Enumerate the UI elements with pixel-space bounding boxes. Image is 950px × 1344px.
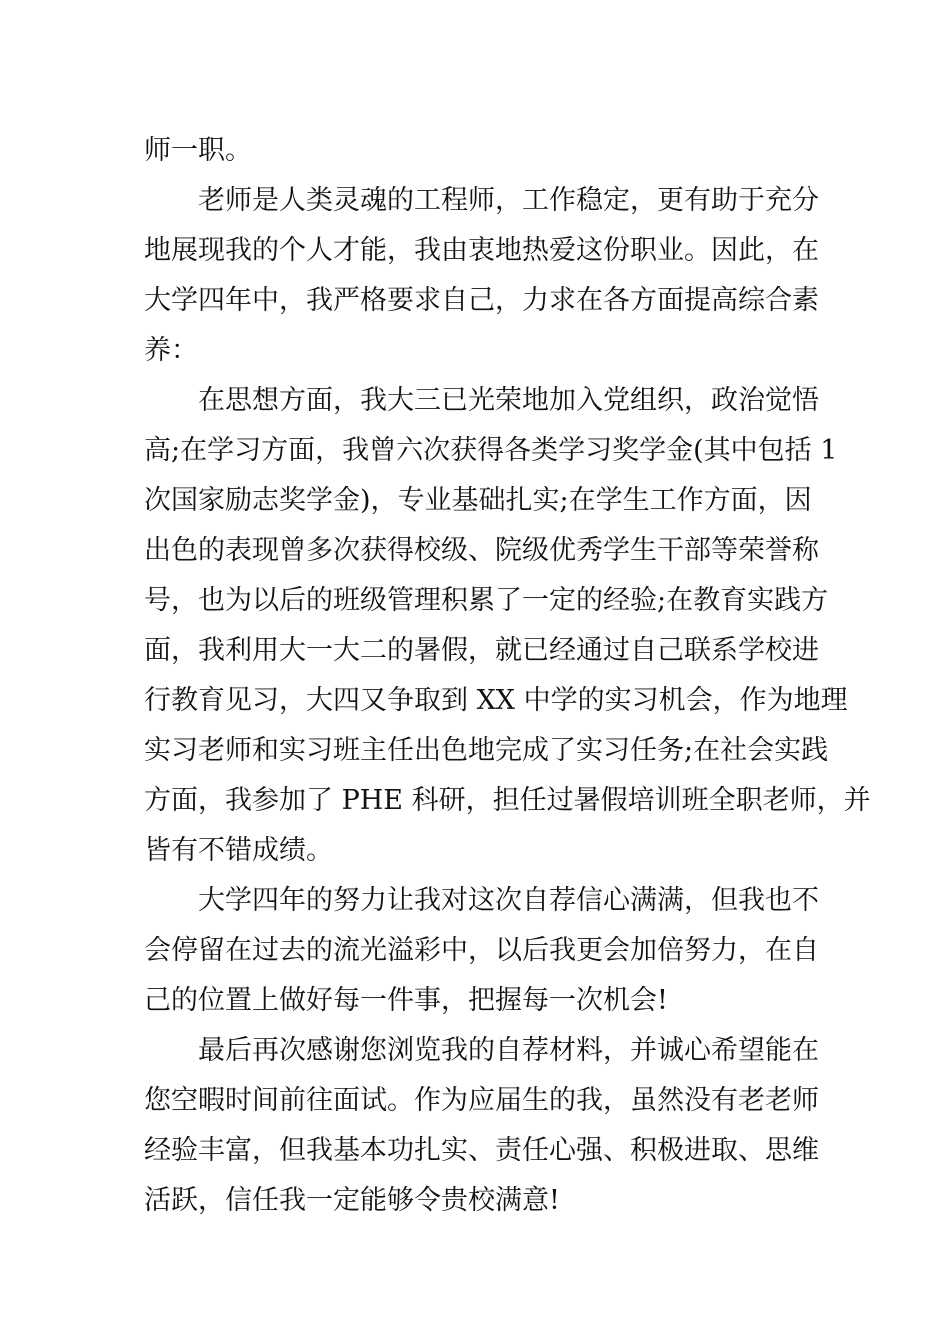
text-line: 大学四年中，我严格要求自己，力求在各方面提高综合素 (144, 285, 819, 316)
text-line: 号，也为以后的班级管理积累了一定的经验;在教育实践方 (144, 585, 829, 616)
text-line: 最后再次感谢您浏览我的自荐材料，并诚心希望能在 (198, 1035, 819, 1066)
paragraph-2 (144, 376, 871, 876)
text-line: 养： (144, 335, 198, 366)
text-line: 地展现我的个人才能，我由衷地热爱这份职业。因此，在 (144, 235, 819, 266)
text-line: 在思想方面，我大三已光荣地加入党组织，政治觉悟 (198, 385, 819, 416)
text-line: 活跃，信任我一定能够令贵校满意! (144, 1185, 560, 1216)
text-line: 己的位置上做好每一件事，把握每一次机会! (144, 985, 668, 1016)
text-line: 高;在学习方面，我曾六次获得各类学习奖学金(其中包括 1 (144, 435, 838, 466)
text-line: 师一职。 (144, 135, 252, 166)
text-line: 您空暇时间前往面试。作为应届生的我，虽然没有老老师 (144, 1085, 819, 1116)
text-line: 大学四年的努力让我对这次自荐信心满满，但我也不 (198, 885, 819, 916)
text-line: 次国家励志奖学金)，专业基础扎实;在学生工作方面，因 (144, 485, 812, 516)
text-line: 老师是人类灵魂的工程师，工作稳定，更有助于充分 (198, 185, 819, 216)
text-line: 皆有不错成绩。 (144, 835, 333, 866)
text-line: 出色的表现曾多次获得校级、院级优秀学生干部等荣誉称 (144, 535, 819, 566)
paragraph-1 (144, 176, 819, 376)
text-line: 方面，我参加了 PHE 科研，担任过暑假培训班全职老师，并 (144, 785, 871, 816)
text-line: 行教育见习，大四又争取到 XX 中学的实习机会，作为地理 (144, 685, 848, 716)
paragraph-3 (144, 876, 819, 1026)
paragraph-4 (144, 1026, 819, 1226)
text-line: 面，我利用大一大二的暑假，就已经通过自己联系学校进 (144, 635, 819, 666)
text-line: 经验丰富，但我基本功扎实、责任心强、积极进取、思维 (144, 1135, 819, 1166)
text-line: 实习老师和实习班主任出色地完成了实习任务;在社会实践 (144, 735, 829, 766)
letter-body (144, 126, 871, 1226)
text-line: 会停留在过去的流光溢彩中，以后我更会加倍努力，在自 (144, 935, 819, 966)
paragraph-0 (144, 126, 808, 176)
